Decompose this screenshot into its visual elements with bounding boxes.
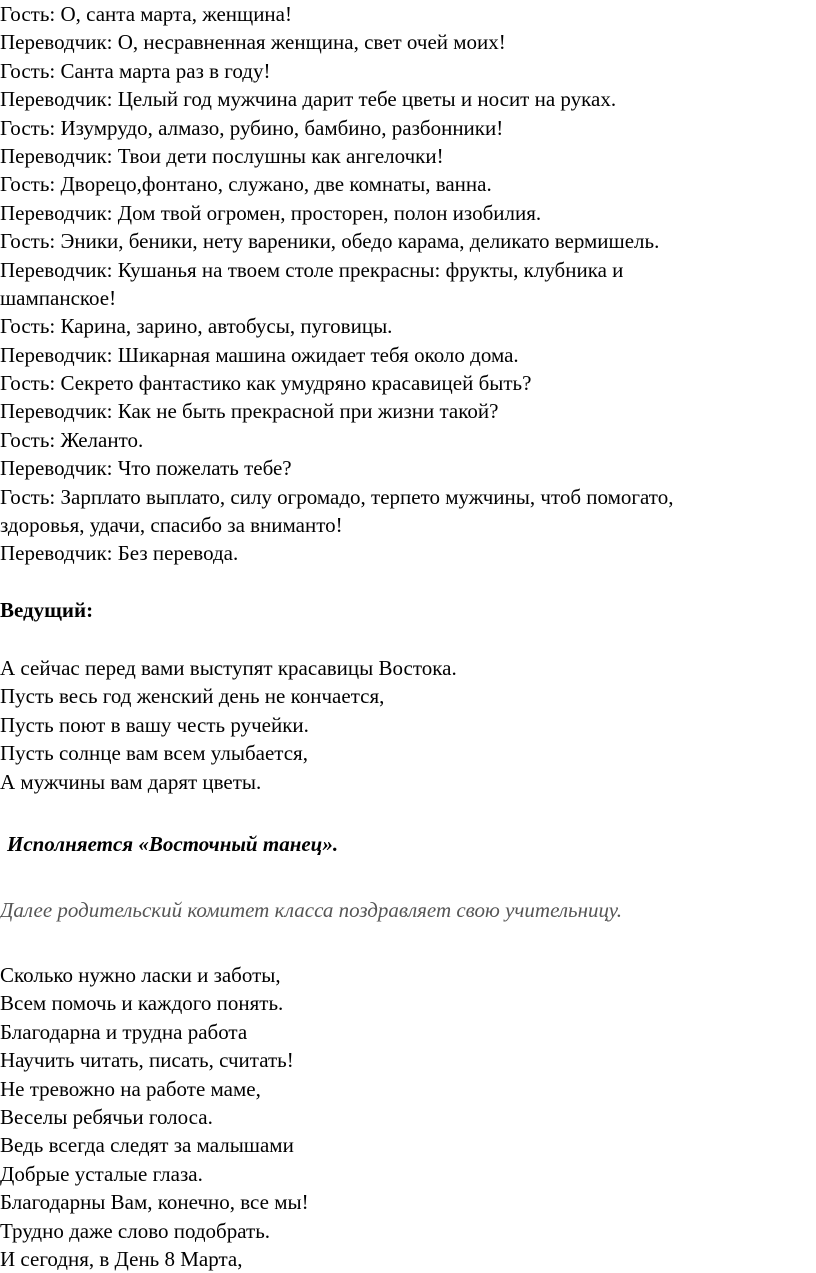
dialogue-line: Переводчик: Что пожелать тебе? bbox=[0, 456, 292, 481]
poem-line: И сегодня, в День 8 Марта, bbox=[0, 1246, 243, 1271]
dialogue-line: Переводчик: Шикарная машина ожидает тебя около дома. bbox=[0, 342, 519, 367]
poem-line: Пусть солнце вам всем улыбается, bbox=[0, 741, 308, 766]
dialogue-line: Гость: Секрето фантастико как умудряно красавицей быть? bbox=[0, 371, 532, 396]
poem-line: Пусть поют в вашу честь ручейки. bbox=[0, 712, 309, 737]
dialogue-line: Переводчик: Как не быть прекрасной при жизни такой? bbox=[0, 399, 499, 424]
poem-line: А сейчас перед вами выступят красавицы Востока. bbox=[0, 656, 457, 680]
dialogue-line: Переводчик: Без перевода. bbox=[0, 541, 239, 566]
dialogue-line: Гость: Изумрудо, алмазо, рубино, бамбино, разбонники! bbox=[0, 115, 504, 140]
dialogue-line: Переводчик: Целый год мужчина дарит тебе цветы и носит на руках. bbox=[0, 87, 617, 112]
committee-stage-note bbox=[0, 896, 812, 924]
dialogue-line: Переводчик: Твои дети послушны как ангелочки! bbox=[0, 143, 444, 168]
dialogue-line: Гость: Желанто. bbox=[0, 427, 144, 452]
poem-line: Веселы ребячьи голоса. bbox=[0, 1104, 213, 1129]
dialogue-line: шампанское! bbox=[0, 285, 117, 310]
poem-line: Благодарна и трудна работа bbox=[0, 1019, 248, 1044]
poem-line: Не тревожно на работе маме, bbox=[0, 1076, 261, 1101]
host-poem bbox=[0, 654, 812, 796]
dialogue-line: Гость: Зарплато выплато, силу огромадо, терпето мужчины, чтоб помогато, bbox=[0, 484, 674, 509]
dialogue-line: здоровья, удачи, спасибо за вниманто! bbox=[0, 513, 343, 538]
dialogue-line: Гость: Карина, зарино, автобусы, пуговицы. bbox=[0, 314, 393, 339]
poem-line: Сколько нужно ласки и заботы, bbox=[0, 963, 281, 987]
dialogue-line: Гость: Дворецо,фонтано, служано, две комнаты, ванна. bbox=[0, 172, 492, 197]
poem-line: Благодарны Вам, конечно, все мы! bbox=[0, 1190, 309, 1215]
dialogue-line: Переводчик: Дом твой огромен, просторен, полон изобилия. bbox=[0, 200, 542, 225]
poem-line: Пусть весь год женский день не кончается, bbox=[0, 684, 385, 709]
poem-line: Ведь всегда следят за малышами bbox=[0, 1133, 294, 1158]
dance-stage-note bbox=[7, 830, 816, 858]
host-heading bbox=[0, 596, 812, 624]
dialogue-line: Переводчик: О, несравненная женщина, свет очей моих! bbox=[0, 30, 506, 55]
poem-line: Научить читать, писать, считать! bbox=[0, 1048, 294, 1073]
teacher-poem bbox=[0, 961, 812, 1273]
dance-note-text: Исполняется «Восточный танец». bbox=[7, 832, 339, 856]
poem-line: Всем помочь и каждого понять. bbox=[0, 991, 284, 1016]
dialogue-line: Гость: Эники, беники, нету вареники, обедо карама, деликато вермишель. bbox=[0, 229, 660, 254]
committee-note-text: Далее родительский комитет класса поздравляет свою учительницу. bbox=[0, 898, 622, 922]
poem-line: А мужчины вам дарят цветы. bbox=[0, 769, 262, 794]
host-heading-text: Ведущий: bbox=[0, 598, 94, 622]
guest-translator-dialogue bbox=[0, 0, 812, 568]
dialogue-line: Переводчик: Кушанья на твоем столе прекрасны: фрукты, клубника и bbox=[0, 257, 624, 282]
poem-line: Добрые усталые глаза. bbox=[0, 1161, 203, 1186]
dialogue-line: Гость: О, санта марта, женщина! bbox=[0, 2, 292, 26]
dialogue-line: Гость: Санта марта раз в году! bbox=[0, 58, 271, 83]
poem-line: Трудно даже слово подобрать. bbox=[0, 1218, 271, 1243]
